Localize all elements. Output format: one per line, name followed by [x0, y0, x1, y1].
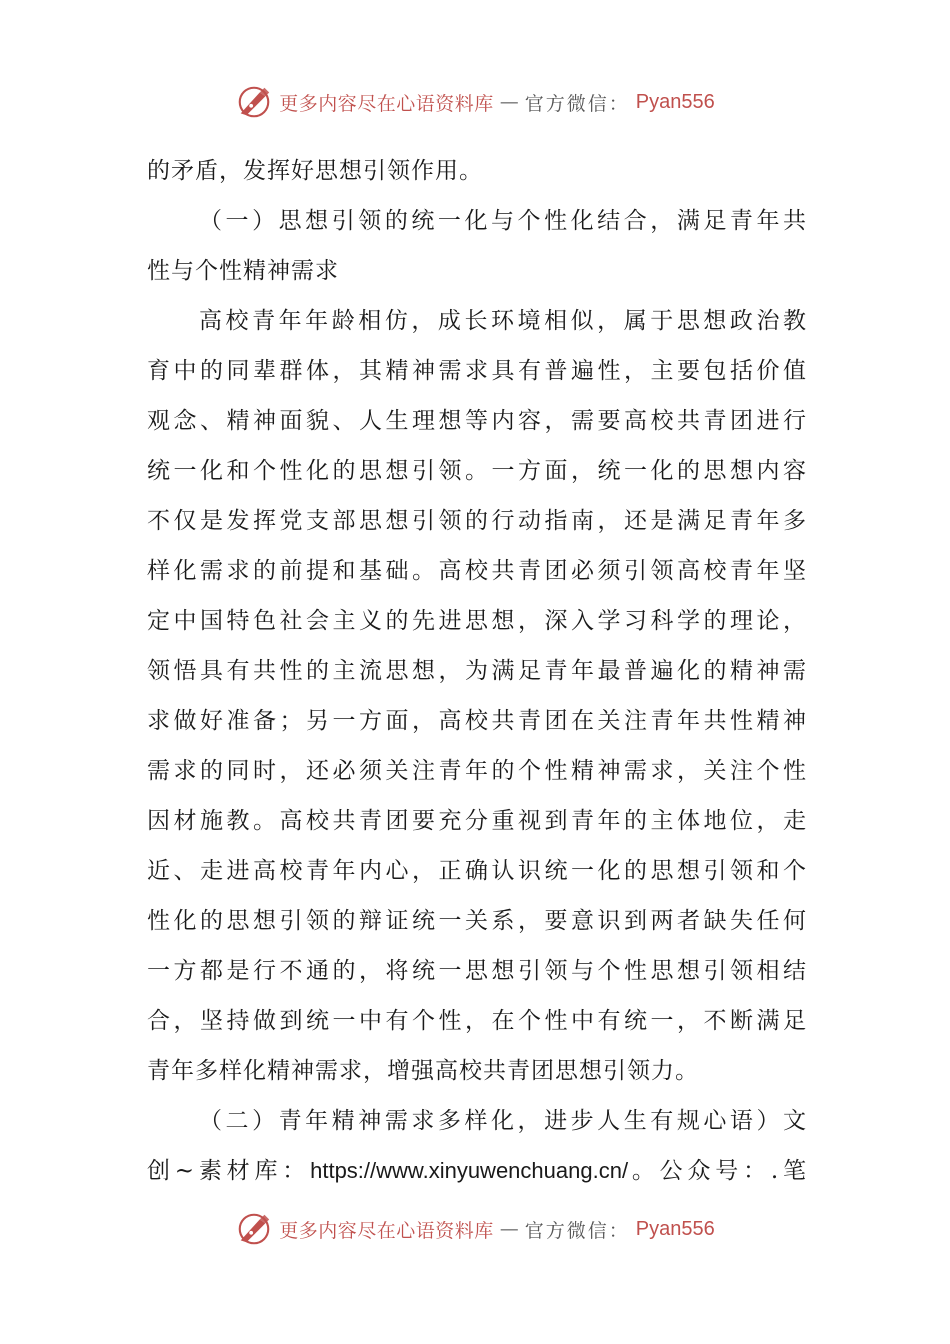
banner-separator: —	[499, 91, 519, 113]
banner-main-text: 更多内容尽在心语资料库	[279, 1219, 494, 1242]
banner-wechat-id: Pyan556	[635, 1217, 715, 1240]
header-banner	[0, 80, 950, 124]
footer-banner	[0, 1207, 950, 1251]
source-url-link[interactable]: https://www.xinyuwenchuang.cn/	[310, 1158, 629, 1183]
banner-main-text: 更多内容尽在心语资料库	[279, 92, 494, 115]
text-line: 合，坚持做到统一中有个性，在个性中有统一，不断满足	[147, 1008, 807, 1034]
text-line: 定中国特色社会主义的先进思想，深入学习科学的理论，	[147, 608, 807, 634]
text-line: 不仅是发挥党支部思想引领的行动指南，还是满足青年多	[147, 508, 807, 534]
text-line: 需求的同时，还必须关注青年的个性精神需求，关注个性	[147, 758, 807, 784]
banner-separator: —	[499, 1218, 519, 1240]
banner-official-label: 官方微信：	[524, 92, 630, 115]
text-line: 高校青年年龄相仿，成长环境相似，属于思想政治教	[199, 308, 807, 334]
url-suffix-text: 。公众号：.笔	[628, 1158, 808, 1184]
url-prefix-text: 创~素材库：	[147, 1158, 311, 1184]
text-line: 育中的同辈群体，其精神需求具有普遍性，主要包括价值	[147, 358, 807, 384]
pen-nib-logo-icon	[235, 83, 273, 121]
text-line: 领悟具有共性的主流思想，为满足青年最普遍化的精神需	[147, 658, 807, 684]
pen-nib-logo-icon	[235, 1210, 273, 1248]
text-line-with-url	[147, 1146, 807, 1196]
text-line: 性化的思想引领的辩证统一关系，要意识到两者缺失任何	[147, 908, 807, 934]
text-line: 的矛盾，发挥好思想引领作用。	[147, 158, 483, 184]
text-line: 求做好准备；另一方面，高校共青团在关注青年共性精神	[147, 708, 807, 734]
text-line: 一方都是行不通的，将统一思想引领与个性思想引领相结	[147, 958, 807, 984]
text-line: 样化需求的前提和基础。高校共青团必须引领高校青年坚	[147, 558, 807, 584]
text-line: 近、走进高校青年内心，正确认识统一化的思想引领和个	[147, 858, 807, 884]
text-line: 青年多样化精神需求，增强高校共青团思想引领力。	[147, 1058, 699, 1084]
section-heading-line: （一）思想引领的统一化与个性化结合，满足青年共	[199, 208, 807, 234]
banner-wechat-id: Pyan556	[635, 90, 715, 113]
text-line: 观念、精神面貌、人生理想等内容，需要高校共青团进行	[147, 408, 807, 434]
banner-official-label: 官方微信：	[524, 1219, 630, 1242]
text-line: 统一化和个性化的思想引领。一方面，统一化的思想内容	[147, 458, 807, 484]
text-line: 因材施教。高校共青团要充分重视到青年的主体地位，走	[147, 808, 807, 834]
section-heading-line: 性与个性精神需求	[147, 258, 339, 284]
section-heading-line: （二）青年精神需求多样化，进步人生有规心语）文	[199, 1108, 807, 1134]
document-body	[147, 146, 807, 1196]
